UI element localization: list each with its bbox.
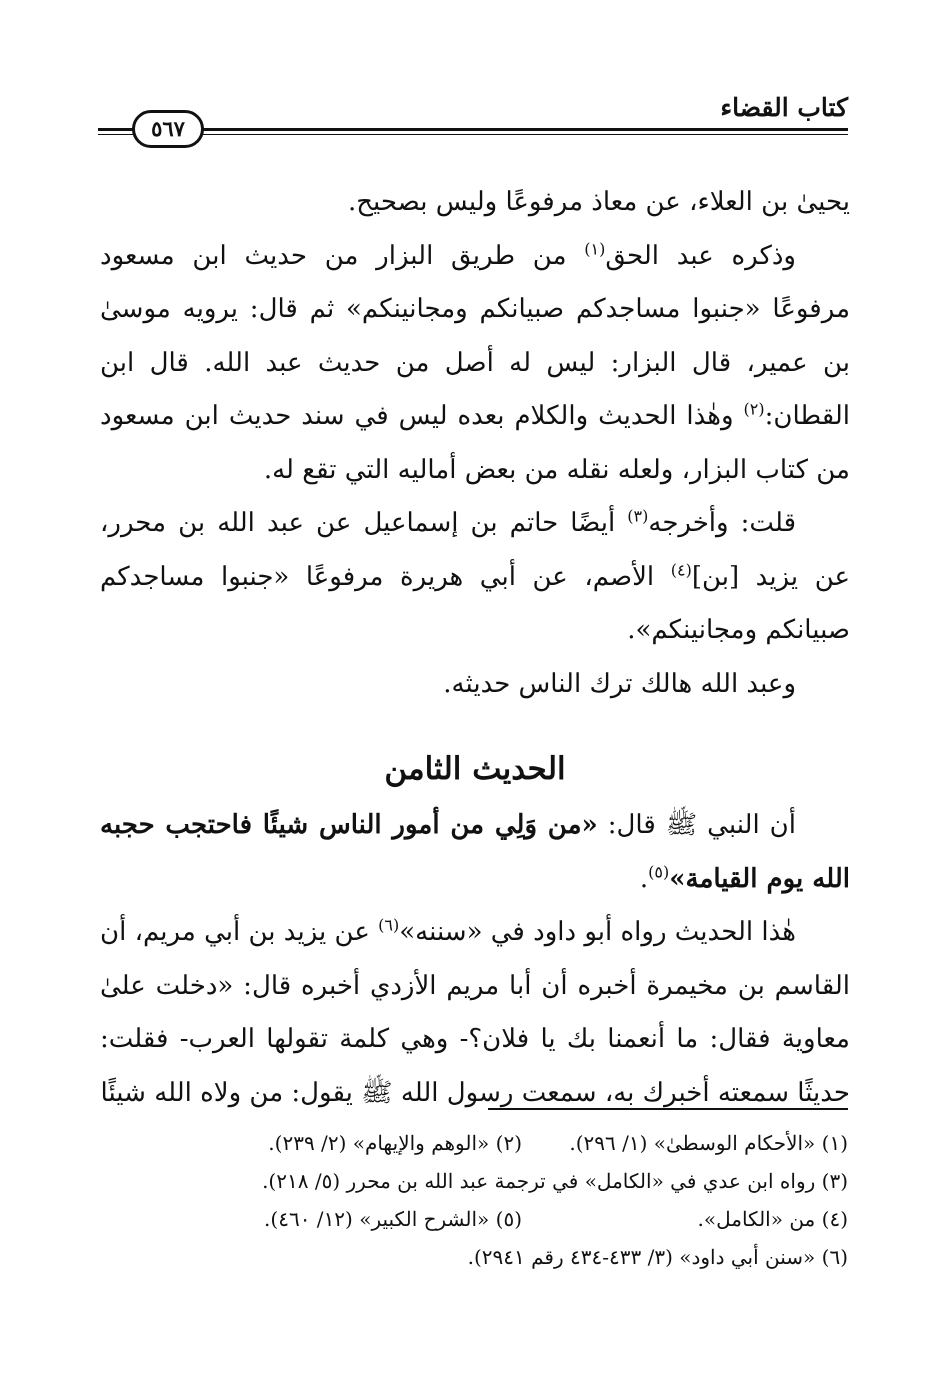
paragraph-6-text-a: هٰذا الحديث رواه أبو داود في «سننه» — [399, 917, 796, 947]
paragraph-2-text-c: وهٰذا الحديث والكلام بعده ليس في سند حديث ابن مسعود من كتاب البزار، ولعله نقله من بعض أماليه التي تقع له. — [100, 401, 850, 485]
footnote-ref-3[interactable]: (٣) — [627, 506, 649, 526]
paragraph-2 — [100, 230, 850, 498]
paragraph-6-text-b: عن يزيد بن أبي مريم، أن القاسم بن مخيمرة أخبره أن أبا مريم الأزدي أخبره قال: «دخلت علىٰ معاوية فقال: ما أنعمنا بك يا فلان؟- وهي كلمة تقولها العرب- فقلت: حديثًا سمعته أخبرك به، سمعت رسول الله ﷺ يقول: من ولاه الله شيئًا — [100, 917, 850, 1108]
paragraph-5 — [100, 799, 850, 906]
running-title: كتاب القضاء — [720, 93, 848, 122]
paragraph-5-text-c: . — [639, 863, 649, 894]
paragraph-4-text: وعبد الله هالك ترك الناس حديثه. — [443, 668, 796, 699]
header-rule-thick — [98, 128, 848, 131]
paragraph-6 — [100, 906, 850, 1120]
paragraph-1-text: يحيىٰ بن العلاء، عن معاذ مرفوعًا وليس بصحيح. — [347, 187, 850, 217]
page-header — [98, 92, 848, 152]
paragraph-3-text-c: الأصم، عن أبي هريرة مرفوعًا «جنبوا مساجدكم صبيانكم ومجانينكم». — [100, 561, 850, 645]
footnote-row-3 — [98, 1200, 848, 1238]
paragraph-3-text-b: أيضًا حاتم بن إسماعيل عن عبد الله بن محرر، عن يزيد [بن] — [100, 508, 850, 592]
footnote-4: (٤) من «الكامل». — [697, 1207, 848, 1231]
paragraph-5-text-a: أن النبي ﷺ قال: — [597, 810, 797, 840]
page-number-badge: ٥٦٧ — [132, 110, 204, 148]
footnote-row-2 — [98, 1162, 848, 1200]
footnote-2: (٢) «الوهم والإيهام» (٢/ ٢٣٩). — [268, 1131, 522, 1155]
footnote-row-1 — [98, 1124, 848, 1162]
footnote-ref-5[interactable]: (٥) — [648, 861, 670, 881]
footnote-5: (٥) «الشرح الكبير» (١٢/ ٤٦٠). — [264, 1207, 522, 1231]
footnote-1: (١) «الأحكام الوسطىٰ» (١/ ٢٩٦). — [569, 1131, 848, 1155]
footnote-divider — [488, 1108, 848, 1110]
section-heading: الحديث الثامن — [384, 751, 566, 787]
paragraph-1 — [100, 176, 850, 230]
hadith-quote: «من وَلِي من أمور الناس شيئًا فاحتجب حجبه الله يوم القيامة» — [100, 810, 850, 894]
main-text — [100, 176, 850, 1120]
footnote-ref-6[interactable]: (٦) — [378, 915, 400, 935]
header-rule-thin — [98, 134, 848, 135]
paragraph-4 — [100, 658, 850, 712]
footnotes — [98, 1124, 848, 1276]
footnote-ref-1[interactable]: (١) — [584, 238, 606, 258]
footnote-6: (٦) «سنن أبي داود» (٣/ ٤٣٣-٤٣٤ رقم ٢٩٤١). — [467, 1245, 848, 1269]
footnote-ref-2[interactable]: (٢) — [743, 399, 765, 419]
paragraph-2-text-b: من طريق البزار من حديث ابن مسعود مرفوعًا «جنبوا مساجدكم صبيانكم ومجانينكم» ثم قال: يرويه موسىٰ بن عمير، قال البزار: ليس له أصل من حديث عبد الله. قال ابن القطان: — [100, 240, 850, 431]
footnote-row-4 — [98, 1238, 848, 1276]
paragraph-3-text-a: قلت: وأخرجه — [648, 508, 796, 538]
paragraph-3 — [100, 497, 850, 658]
paragraph-2-text-a: وذكره عبد الحق — [605, 240, 796, 271]
footnote-ref-4[interactable]: (٤) — [670, 559, 692, 579]
footnote-3: (٣) رواه ابن عدي في «الكامل» في ترجمة عبد الله بن محرر (٥/ ٢١٨). — [262, 1169, 848, 1193]
